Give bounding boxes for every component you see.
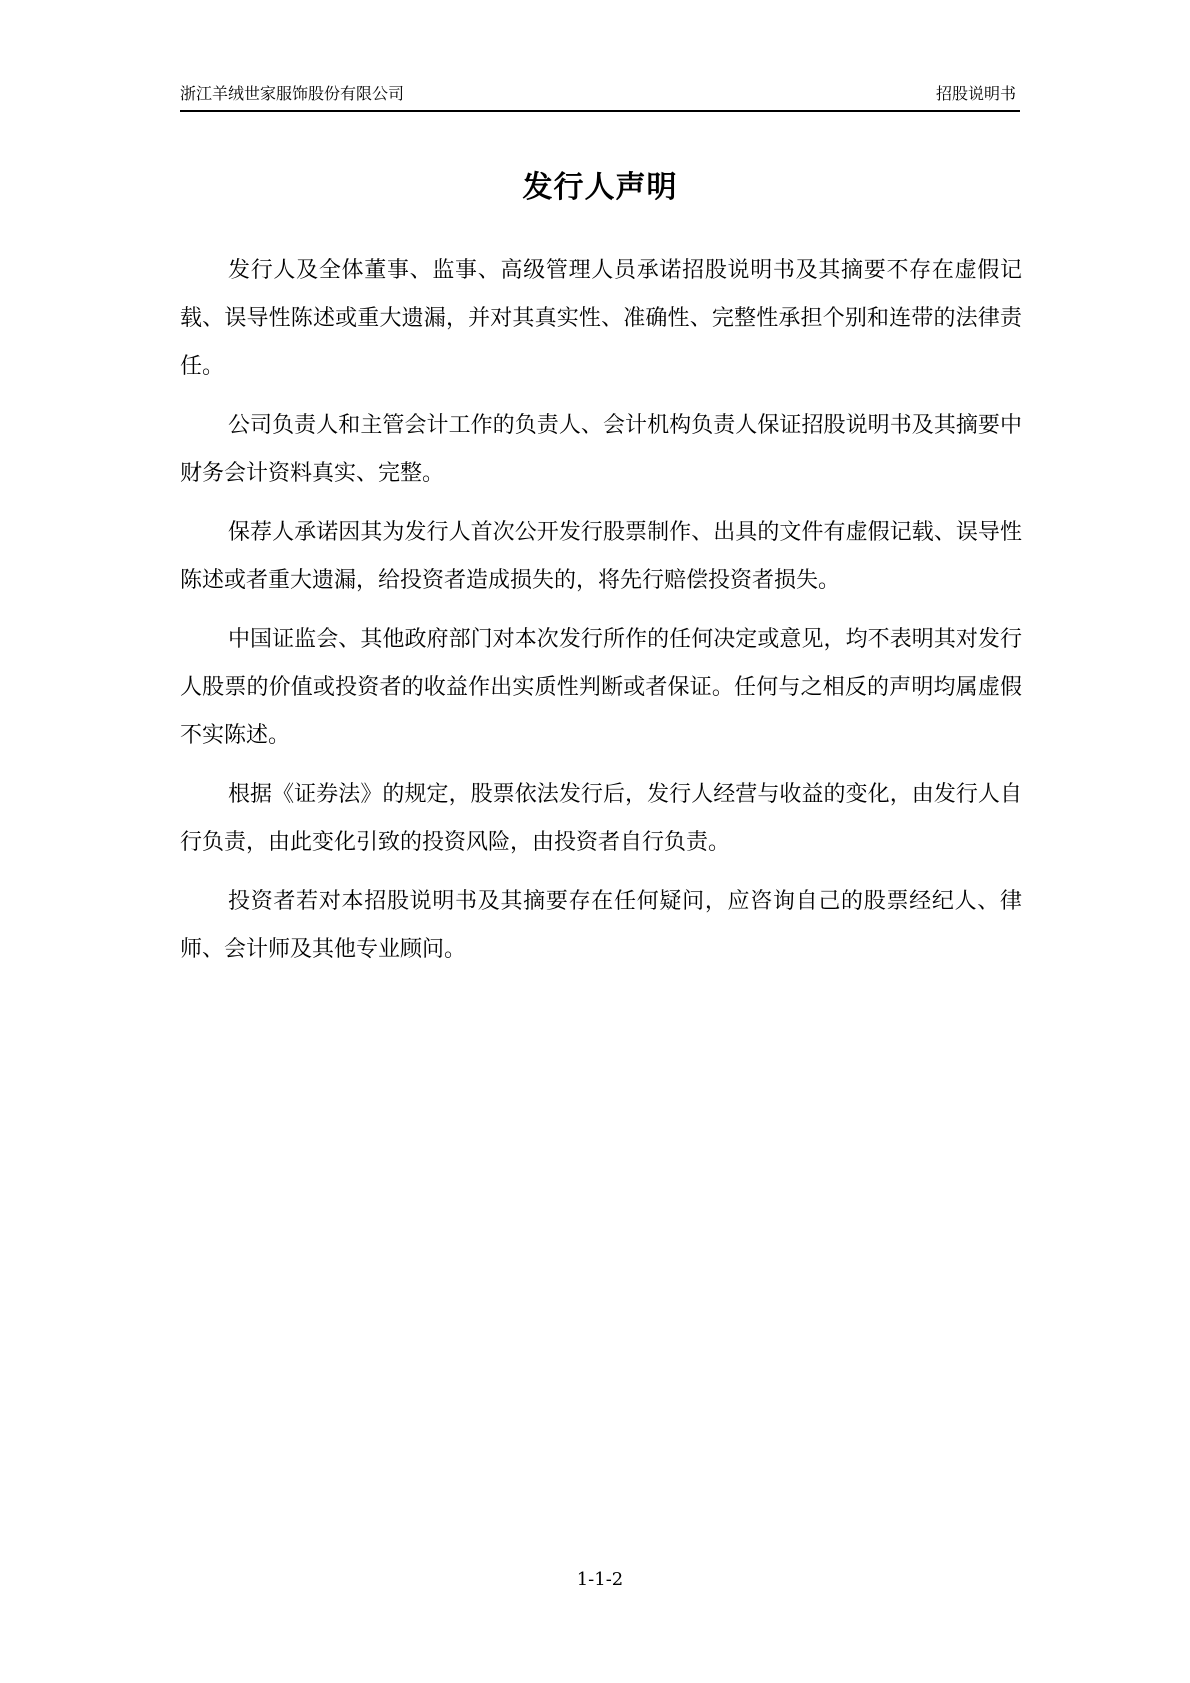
page-title: 发行人声明 [522, 170, 678, 205]
paragraph-2: 公司负责人和主管会计工作的负责人、会计机构负责人保证招股说明书及其摘要中财务会计资料真实、完整。 [180, 413, 1022, 486]
header-document-type: 招股说明书 [935, 84, 1016, 103]
paragraph-6: 投资者若对本招股说明书及其摘要存在任何疑问，应咨询自己的股票经纪人、律师、会计师及其他专业顾问。 [180, 889, 1022, 962]
paragraph-3: 保荐人承诺因其为发行人首次公开发行股票制作、出具的文件有虚假记载、误导性陈述或者重大遗漏，给投资者造成损失的，将先行赔偿投资者损失。 [180, 520, 1022, 593]
paragraph-5: 根据《证券法》的规定，股票依法发行后，发行人经营与收益的变化，由发行人自行负责，由此变化引致的投资风险，由投资者自行负责。 [180, 782, 1022, 855]
header-company-name: 浙江羊绒世家服饰股份有限公司 [180, 84, 405, 103]
paragraph-4: 中国证监会、其他政府部门对本次发行所作的任何决定或意见，均不表明其对发行人股票的价值或投资者的收益作出实质性判断或者保证。任何与之相反的声明均属虚假不实陈述。 [180, 627, 1022, 748]
declaration-body [180, 247, 1022, 985]
paragraph-1: 发行人及全体董事、监事、高级管理人员承诺招股说明书及其摘要不存在虚假记载、误导性陈述或重大遗漏，并对其真实性、准确性、完整性承担个别和连带的法律责任。 [180, 258, 1022, 379]
page-number: 1-1-2 [576, 1569, 624, 1590]
page-header [180, 82, 1020, 112]
